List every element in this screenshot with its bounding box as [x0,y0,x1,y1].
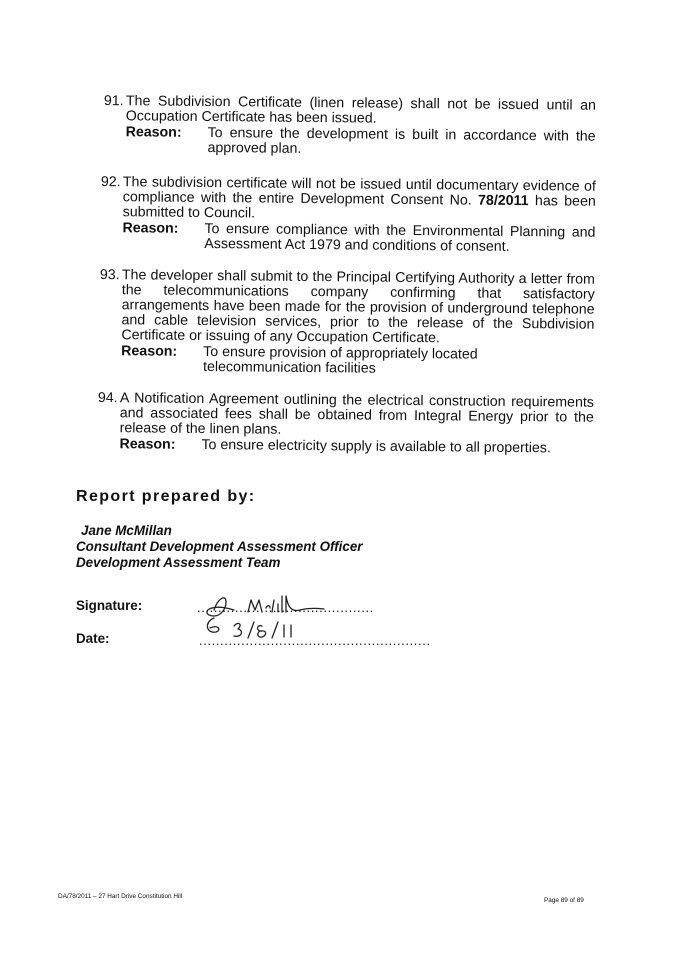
condition-94 [97,391,594,457]
author-team: Development Assessment Team [76,555,281,570]
author-block [76,523,363,571]
reason-text: To ensure electricity supply is available to all properties. [201,436,551,457]
signature-label: Signature: [76,598,143,613]
condition-number: 93. [99,267,120,284]
reason-text: To ensure compliance with the Environmental Planning and Assessment Act 1979 and conditions of consent. [204,220,596,255]
reason-label: Reason: [125,124,182,141]
reason-label: Reason: [119,436,176,453]
reason-text: To ensure the development is built in accordance with the approved plan. [207,124,596,157]
handwritten-signature [196,588,336,648]
author-title: Consultant Development Assessment Officer [76,539,363,554]
reason-text: To ensure provision of appropriately located telecommunication facilities [202,343,478,377]
condition-text: A Notification Agreement outlining the electrical construction requirements and associated fees shall be obtained from Integral Energy prior to the release of the linen plans. [119,390,594,438]
footer-page-number: Page 89 of 89 [544,897,584,904]
condition-number: 92. [100,174,121,191]
condition-91 [103,94,596,160]
date-label: Date: [76,631,110,646]
condition-text: The developer shall submit to the Principal Certifying Authority a letter from the telecommunications company confirming that satisfactory arrangements have been made for the provision of underground telephone and cable television services, prior to the release of the Subdivision Certificate or issuing of any Occupation Certificate. [121,267,595,347]
report-prepared-heading: Report prepared by: [76,488,256,505]
consent-number: 78/2011 [478,192,529,210]
condition-number: 91. [103,93,124,110]
condition-number: 94. [97,390,118,407]
date-dotted-line: ....................................................... [199,633,431,648]
condition-text: The Subdivision Certificate (linen release) shall not be issued until an Occupation Certificate has been issued. [125,93,596,127]
signature-dotted-line: .......................................... [197,600,374,615]
footer-document-reference: DA/78/2011 – 27 Hart Drive Constitution Hill [58,893,183,900]
reason-label: Reason: [122,220,179,237]
condition-93 [99,268,595,379]
condition-text: The subdivision certificate will not be issued until documentary evidence of compliance with the entire Development Consent No. 78/2011 has been submitted to Council. [122,174,596,222]
reason-label: Reason: [121,343,178,360]
author-name: Jane McMillan [81,523,172,538]
condition-92 [100,175,596,256]
